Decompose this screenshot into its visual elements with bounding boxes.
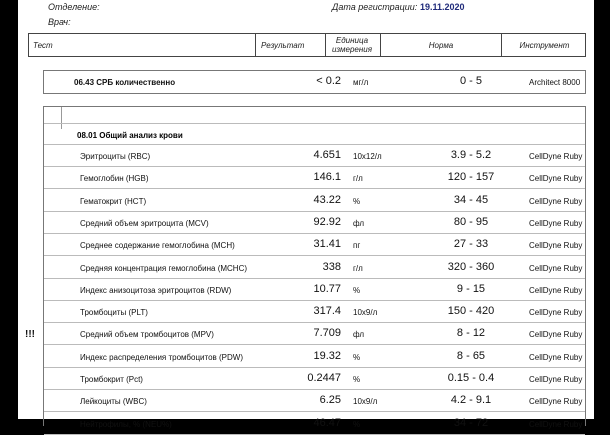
crp-box [43,70,586,94]
test-norm: 8 - 65 [456,349,486,362]
col-unit: Единица измерения [331,36,373,54]
table-row [44,212,585,234]
test-name: Среднее содержание гемоглобина (MCH) [80,241,235,251]
test-result: 43.22 [313,193,341,206]
table-row [44,71,585,93]
test-norm: 150 - 420 [447,305,495,318]
table-row [44,145,585,167]
table-row [44,301,585,323]
test-norm: 34 - 72 [453,416,489,429]
crp-instrument: Architect 8000 [529,78,581,87]
table-row [44,190,585,212]
crp-name: 06.43 СРБ количественно [74,78,176,87]
test-name: Индекс распределения тромбоцитов (PDW) [80,352,244,362]
test-instrument: CellDyne Ruby [529,152,583,161]
table-row [44,167,585,189]
test-instrument: CellDyne Ruby [529,174,583,184]
test-norm: 8 - 12 [456,327,486,340]
lab-report-page [18,0,594,429]
test-norm: 80 - 95 [453,215,489,228]
test-unit: 10x9/л [353,308,378,318]
test-name: Средний объем тромбоцитов (MPV) [80,330,214,340]
crp-unit: мг/л [353,78,369,87]
test-result: 92.92 [313,215,341,228]
col-result: Результат [261,41,305,50]
test-unit: 10x9/л [353,397,378,407]
test-norm: 4.2 - 9.1 [450,394,492,407]
test-name: Индекс анизоцитоза эритроцитов (RDW) [80,285,232,295]
test-unit: % [353,375,361,384]
test-name: Гемоглобин (HGB) [80,174,149,184]
test-result: 317.4 [313,305,341,318]
test-name: Средний объем эритроцита (MCV) [80,218,209,228]
test-result: 19.32 [313,349,341,362]
table-row [44,390,585,412]
reg-date-label: Дата регистрации: [332,2,418,12]
doctor-label: Врач: [48,17,71,27]
test-name: Эритроциты (RBC) [80,152,151,161]
test-result: 338 [322,260,341,273]
test-unit: 10x12/л [353,152,382,161]
col-instrument: Инструмент [519,41,570,50]
test-name: Лейкоциты (WBC) [80,397,147,407]
test-result: 146.1 [313,171,341,184]
table-row [44,368,585,390]
cbc-section-title [44,123,585,145]
test-instrument: CellDyne Ruby [529,330,583,340]
test-unit: % [353,285,361,295]
test-instrument: CellDyne Ruby [529,263,583,273]
test-unit: г/л [353,174,363,184]
test-unit: % [353,196,361,206]
test-result: 10.77 [313,282,341,295]
table-row [44,346,585,368]
test-name: Гематокрит (HCT) [80,196,147,206]
test-result: 6.25 [319,394,341,407]
column-header-row [28,33,586,57]
test-unit: пг [353,241,361,251]
table-row [44,413,585,435]
test-norm: 27 - 33 [453,238,489,251]
col-test: Тест [33,41,53,50]
col-norm: Норма [428,41,454,50]
test-unit: % [353,419,361,429]
cbc-section-title-text: 08.01 Общий анализ крови [77,131,183,140]
result-flag: !!! [25,329,35,341]
test-name: Тромбоциты (PLT) [80,308,148,318]
test-unit: фл [353,218,365,228]
department-label: Отделение: [48,2,100,12]
test-instrument: CellDyne Ruby [529,218,583,228]
table-row [44,279,585,301]
test-instrument: CellDyne Ruby [529,375,583,384]
cbc-box [25,106,586,429]
test-unit: % [353,352,361,362]
test-result: 31.41 [313,238,341,251]
test-name: Нейтрофилы, % (NEU%) [80,419,172,429]
test-name: Средняя концентрация гемоглобина (MCHC) [80,263,248,273]
test-instrument: CellDyne Ruby [529,308,583,318]
test-instrument: CellDyne Ruby [529,241,583,251]
test-norm: 320 - 360 [447,260,495,273]
test-norm: 3.9 - 5.2 [450,149,492,161]
test-result: 7.709 [313,327,341,340]
table-row [25,323,585,345]
test-name: Тромбокрит (Pct) [80,375,143,384]
test-result: 46.47 [313,416,341,429]
test-norm: 0.15 - 0.4 [447,372,495,384]
crp-norm: 0 - 5 [459,75,482,87]
test-instrument: CellDyne Ruby [529,285,583,295]
table-row [44,234,585,256]
test-instrument: CellDyne Ruby [529,397,583,407]
table-row [44,257,585,279]
test-unit: фл [353,330,365,340]
test-norm: 120 - 157 [447,171,495,184]
test-result: 4.651 [313,149,341,161]
test-instrument: CellDyne Ruby [529,352,583,362]
test-result: 0.2447 [307,372,341,384]
reg-date-value: 19.11.2020 [420,2,465,12]
test-norm: 9 - 15 [456,282,486,295]
crp-result: < 0.2 [316,75,341,87]
test-instrument: CellDyne Ruby [529,196,583,206]
test-norm: 34 - 45 [453,193,489,206]
test-instrument: CellDyne Ruby [529,419,583,429]
test-unit: г/л [353,263,363,273]
